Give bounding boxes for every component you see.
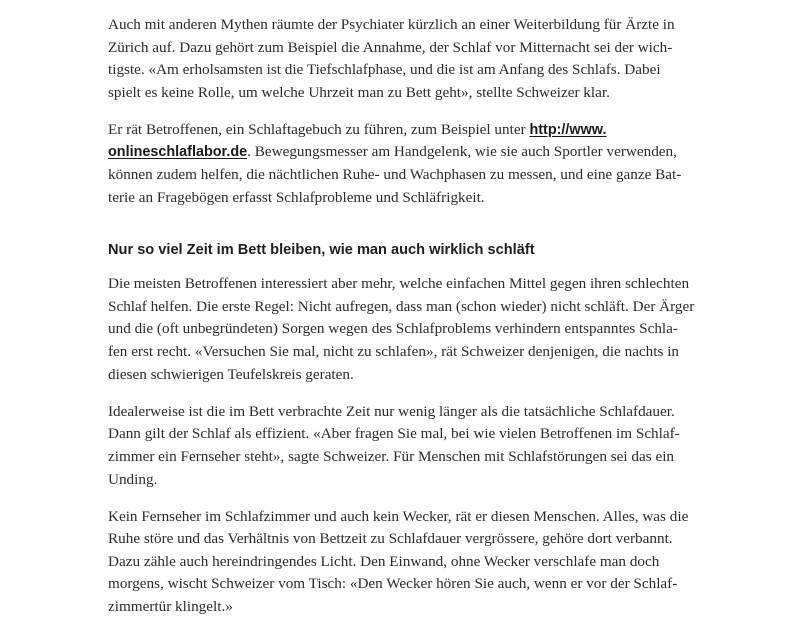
text-line: Auch mit anderen Mythen räumte der Psychiater kürzlich an einer Weiterbildung für Ärzte in	[108, 16, 675, 33]
text-line: morgens, wischt Schweizer vom Tisch: «Den Wecker hören Sie auch, wenn er vor der Schlaf-	[108, 575, 678, 593]
text-line	[108, 141, 708, 164]
paragraph-sleep-efficiency	[108, 401, 708, 491]
text-line: spielt es keine Rolle, um welche Uhrzeit man zu Bett geht», stellte Schweizer klar.	[108, 83, 610, 101]
paragraph-sleep-diary	[108, 119, 708, 209]
text-line: können zudem helfen, die nächtlichen Ruhe- und Wachphasen zu messen, und eine ganze Bat-	[108, 166, 682, 184]
paragraph-no-tv-no-alarm	[108, 506, 708, 619]
text-line: diesen schwierigen Teufelskreis geraten.	[108, 365, 354, 383]
text-line: Die meisten Betroffenen interessiert aber mehr, welche einfachen Mittel gegen ihren schlechten	[108, 275, 690, 293]
paragraph-myths	[108, 14, 708, 104]
text-line: Kein Fernseher im Schlafzimmer und auch kein Wecker, rät er diesen Menschen. Alles, was die	[108, 507, 689, 525]
text-line: Schlaf helfen. Die erste Regel: Nicht aufregen, dass man (schon wieder) nicht schläft. Der Ärger	[108, 297, 695, 315]
section-heading: Nur so viel Zeit im Bett bleiben, wie man auch wirklich schläft	[108, 242, 535, 259]
text-line: und die (oft unbegründeten) Sorgen wegen des Schlafproblems verhindern entspanntes Schla-	[108, 320, 678, 338]
text-line: Ruhe störe und das Verhältnis von Bettzeit zu Schlafdauer vergrössere, gehöre dort verbannt.	[108, 530, 673, 548]
text-line: zimmertür klingelt.»	[108, 597, 233, 615]
text-line: Dann gilt der Schlaf als effizient. «Aber fragen Sie mal, bei wie vielen Betroffenen im Schlaf-	[108, 425, 680, 443]
article-body	[108, 14, 708, 633]
text-line	[108, 119, 708, 142]
onlineschlaflabor-link-end[interactable]: onlineschlaflabor.de	[108, 144, 248, 161]
text-line: Dazu zähle auch hereindringendes Licht. Den Einwand, ohne Wecker verschlafe man doch	[108, 552, 660, 570]
text-line: fen erst recht. «Versuchen Sie mal, nicht zu schlafen», rät Schweizer denjenigen, die nachts in	[108, 343, 680, 361]
text-segment: . Bewegungsmesser am Handgelenk, wie sie auch Sportler verwenden,	[247, 143, 677, 161]
text-line: tigste. «Am erholsamsten ist die Tiefschlafphase, und die ist am Anfang des Schlafs. Dabei	[108, 61, 661, 79]
text-line: Zürich auf. Dazu gehört zum Beispiel die Annahme, der Schlaf vor Mitternacht sei der wich-	[108, 38, 673, 56]
text-segment: Er rät Betroffenen, ein Schlaftagebuch zu führen, zum Beispiel unter	[108, 120, 530, 138]
paragraph-first-rule	[108, 273, 708, 386]
text-line: zimmer ein Fernseher steht», sagte Schweizer. Für Menschen mit Schlafstörungen sei das ein	[108, 447, 675, 465]
text-line: Idealerweise ist die im Bett verbrachte Zeit nur wenig länger als die tatsächliche Schlafdauer.	[108, 402, 675, 420]
onlineschlaflabor-link-start[interactable]: http://www.	[529, 121, 607, 138]
text-line: Unding.	[108, 470, 158, 488]
text-line: terie an Fragebögen erfasst Schlafprobleme und Schläfrigkeit.	[108, 188, 485, 206]
